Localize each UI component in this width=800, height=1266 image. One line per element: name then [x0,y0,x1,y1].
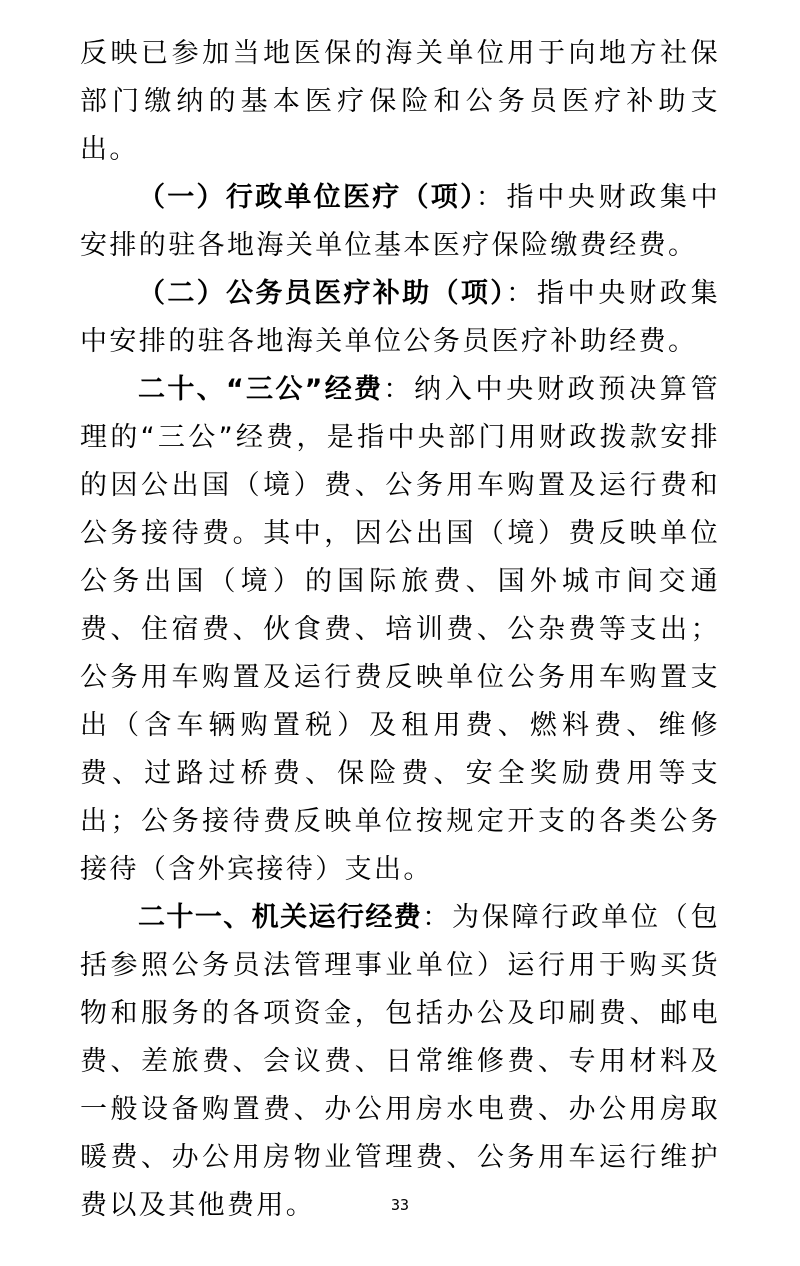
document-body [80,30,720,1230]
paragraph-civil-servant-medical-subsidy [80,270,720,366]
paragraph-continuation [80,30,720,174]
paragraph-agency-operating-expenses [80,894,720,1230]
paragraph-heading: （一）行政单位医疗（项） [138,182,476,213]
paragraph-heading: 二十、“三公”经费 [138,374,384,405]
paragraph-three-public-expenses [80,366,720,894]
paragraph-text: ：为保障行政单位（包括参照公务员法管理事业单位）运行用于购买货物和服务的各项资金，包括办公及印刷费、邮电费、差旅费、会议费、日常维修费、专用材料及一般设备购置费、办公用房水电费、办公用房取暖费、办公用房物业管理费、公务用车运行维护费以及其他费用。 [80,902,721,1221]
paragraph-heading: （二）公务员医疗补助（项） [138,278,507,309]
paragraph-text: ：指中央财政集中安排的驻各地海关单位基本医疗保险缴费经费。 [80,182,721,261]
paragraph-heading: 二十一、机关运行经费 [138,902,423,933]
paragraph-text: 反映已参加当地医保的海关单位用于向地方社保部门缴纳的基本医疗保险和公务员医疗补助支出。 [80,38,720,165]
paragraph-administrative-medical [80,174,720,270]
paragraph-text: ：指中央财政集中安排的驻各地海关单位公务员医疗补助经费。 [80,278,720,357]
page-number: 33 [390,1196,410,1214]
paragraph-text: ：纳入中央财政预决算管理的“三公”经费，是指中央部门用财政拨款安排的因公出国（境）费、公务用车购置及运行费和公务接待费。其中，因公出国（境）费反映单位公务出国（境）的国际旅费、国外城市间交通费、住宿费、伙食费、培训费、公杂费等支出；公务用车购置及运行费反映单位公务用车购置支出（含车辆购置税）及租用费、燃料费、维修费、过路过桥费、保险费、安全奖励费用等支出；公务接待费反映单位按规定开支的各类公务接待（含外宾接待）支出。 [80,374,720,885]
